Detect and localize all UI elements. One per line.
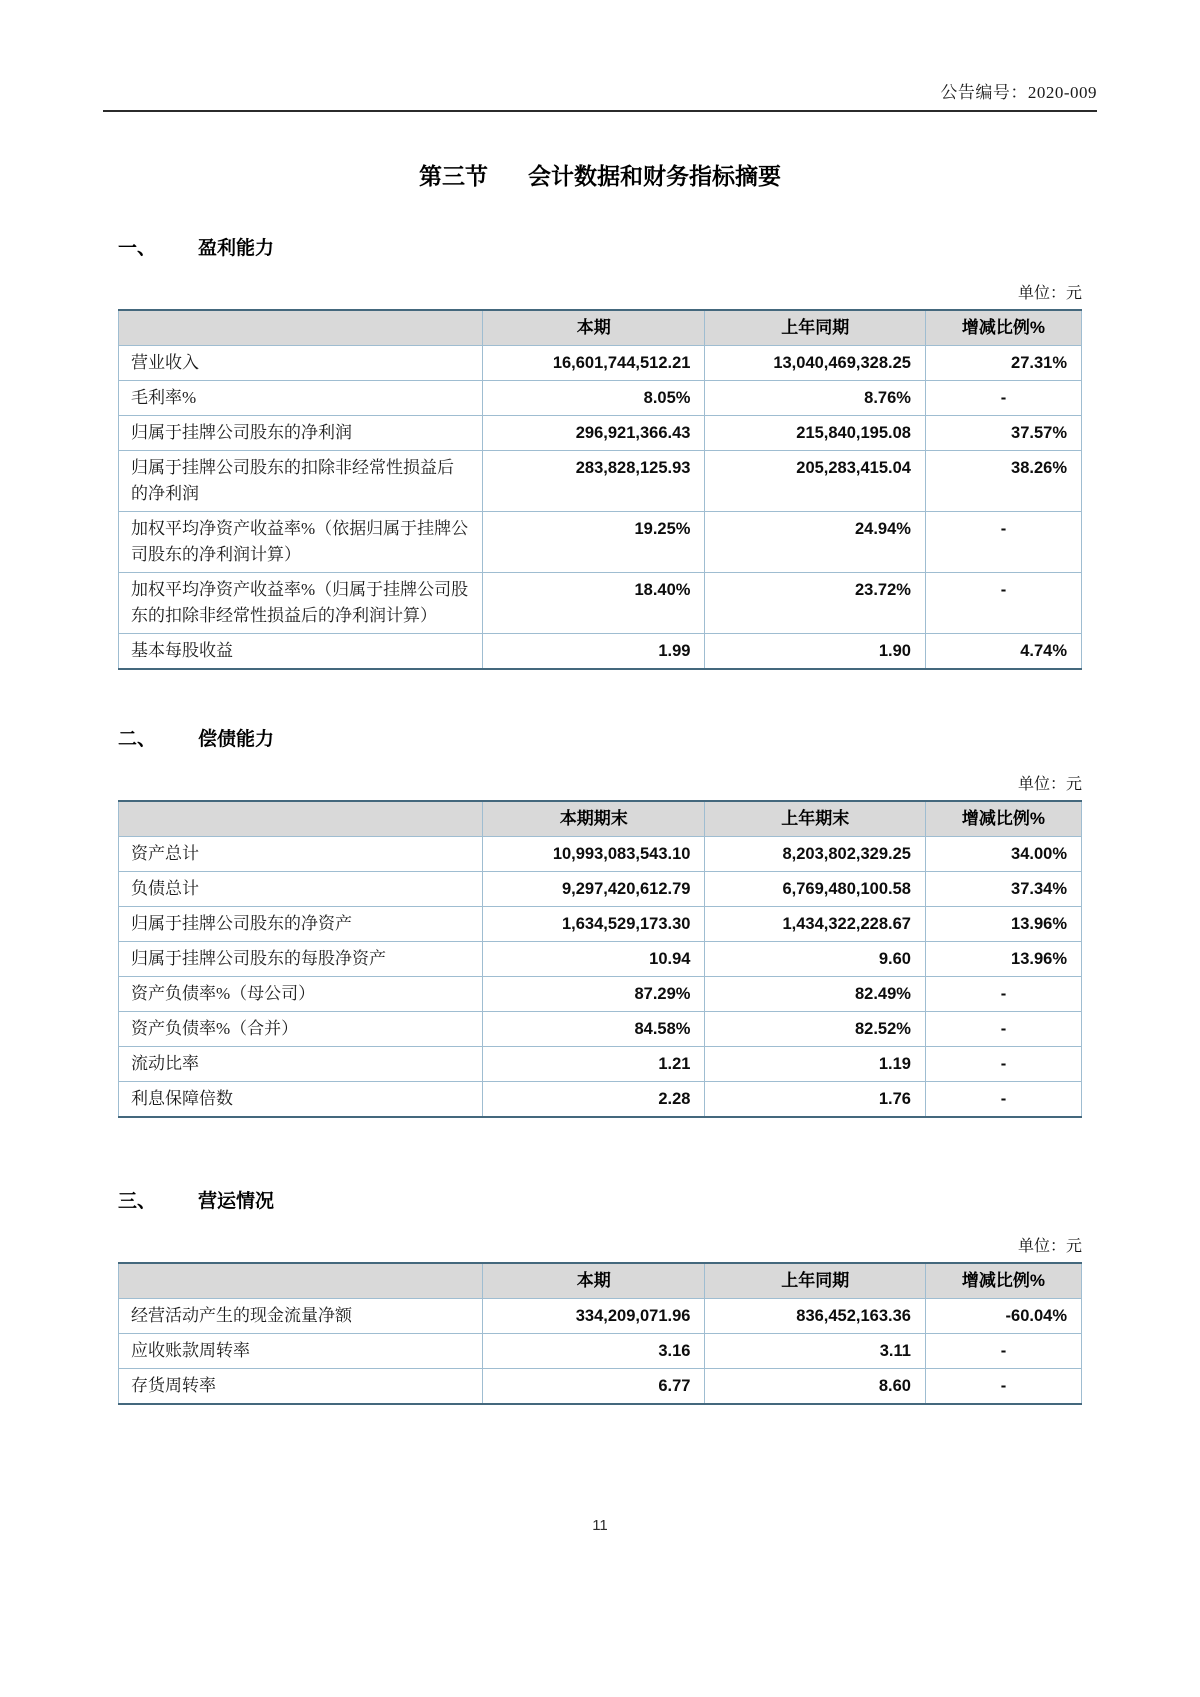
cell-value: 27.31% — [925, 346, 1081, 381]
cell-value: - — [925, 1369, 1081, 1405]
cell-value: 9,297,420,612.79 — [483, 872, 705, 907]
header-blank — [119, 801, 483, 837]
operations-table — [118, 1262, 1082, 1405]
cell-value: 205,283,415.04 — [705, 451, 926, 512]
header-change-ratio: 增减比例% — [925, 1263, 1081, 1299]
table-row — [119, 872, 1082, 907]
header-current-period-end: 本期期末 — [483, 801, 705, 837]
header-current-period: 本期 — [483, 1263, 705, 1299]
row-label: 归属于挂牌公司股东的净利润 — [119, 416, 483, 451]
cell-value: 1.90 — [705, 634, 926, 670]
page-content — [118, 233, 1082, 1534]
header-current-period: 本期 — [483, 310, 705, 346]
cell-value: 3.11 — [705, 1334, 926, 1369]
table-row — [119, 1012, 1082, 1047]
cell-value: 283,828,125.93 — [483, 451, 705, 512]
section-heading-operations — [118, 1186, 1082, 1213]
cell-value: -60.04% — [925, 1299, 1081, 1334]
cell-value: 836,452,163.36 — [705, 1299, 926, 1334]
table-row — [119, 837, 1082, 872]
table-row — [119, 381, 1082, 416]
table-row — [119, 346, 1082, 381]
row-label: 基本每股收益 — [119, 634, 483, 670]
table-row — [119, 512, 1082, 573]
header-change-ratio: 增减比例% — [925, 801, 1081, 837]
row-label: 加权平均净资产收益率%（归属于挂牌公司股东的扣除非经常性损益后的净利润计算） — [119, 573, 483, 634]
cell-value: 13.96% — [925, 907, 1081, 942]
cell-value: - — [925, 512, 1081, 573]
section-number: 三、 — [118, 1191, 157, 1212]
cell-value: 1.99 — [483, 634, 705, 670]
page-title — [0, 158, 1200, 191]
table-row — [119, 634, 1082, 670]
cell-value: 334,209,071.96 — [483, 1299, 705, 1334]
row-label: 流动比率 — [119, 1047, 483, 1082]
cell-value: 1.21 — [483, 1047, 705, 1082]
page-title-section-no: 第三节 — [419, 163, 488, 189]
cell-value: 37.34% — [925, 872, 1081, 907]
section-heading-profitability — [118, 233, 1082, 260]
cell-value: 6.77 — [483, 1369, 705, 1405]
table-row — [119, 573, 1082, 634]
cell-value: 87.29% — [483, 977, 705, 1012]
table-row — [119, 416, 1082, 451]
cell-value: 24.94% — [705, 512, 926, 573]
cell-value: 82.52% — [705, 1012, 926, 1047]
unit-label: 单位：元 — [1017, 285, 1082, 302]
section-heading-solvency — [118, 724, 1082, 751]
row-label: 毛利率% — [119, 381, 483, 416]
cell-value: - — [925, 1334, 1081, 1369]
cell-value: 1,634,529,173.30 — [483, 907, 705, 942]
cell-value: 296,921,366.43 — [483, 416, 705, 451]
cell-value: 8.76% — [705, 381, 926, 416]
table-row — [119, 1299, 1082, 1334]
cell-value: 215,840,195.08 — [705, 416, 926, 451]
cell-value: 82.49% — [705, 977, 926, 1012]
table-header-row — [119, 1263, 1082, 1299]
header-change-ratio: 增减比例% — [925, 310, 1081, 346]
cell-value: - — [925, 1082, 1081, 1118]
section-title: 营运情况 — [198, 1191, 275, 1212]
cell-value: 1.76 — [705, 1082, 926, 1118]
row-label: 加权平均净资产收益率%（依据归属于挂牌公司股东的净利润计算） — [119, 512, 483, 573]
cell-value: 13,040,469,328.25 — [705, 346, 926, 381]
header-blank — [119, 1263, 483, 1299]
table-header-row — [119, 801, 1082, 837]
section-title: 偿债能力 — [198, 729, 275, 750]
row-label: 归属于挂牌公司股东的每股净资产 — [119, 942, 483, 977]
table-row — [119, 1369, 1082, 1405]
cell-value: 23.72% — [705, 573, 926, 634]
unit-label: 单位：元 — [1017, 776, 1082, 793]
row-label: 营业收入 — [119, 346, 483, 381]
cell-value: - — [925, 1012, 1081, 1047]
page-number: 11 — [592, 1517, 608, 1534]
cell-value: - — [925, 1047, 1081, 1082]
row-label: 资产总计 — [119, 837, 483, 872]
row-label: 应收账款周转率 — [119, 1334, 483, 1369]
cell-value: 1,434,322,228.67 — [705, 907, 926, 942]
cell-value: - — [925, 381, 1081, 416]
table-row — [119, 1047, 1082, 1082]
cell-value: 18.40% — [483, 573, 705, 634]
cell-value: 10.94 — [483, 942, 705, 977]
row-label: 资产负债率%（母公司） — [119, 977, 483, 1012]
cell-value: 3.16 — [483, 1334, 705, 1369]
row-label: 负债总计 — [119, 872, 483, 907]
section-number: 一、 — [118, 238, 157, 259]
cell-value: - — [925, 977, 1081, 1012]
solvency-table — [118, 800, 1082, 1118]
table-row — [119, 1334, 1082, 1369]
table-row — [119, 451, 1082, 512]
cell-value: 8.60 — [705, 1369, 926, 1405]
table-row — [119, 977, 1082, 1012]
cell-value: 8,203,802,329.25 — [705, 837, 926, 872]
section-title: 盈利能力 — [198, 238, 275, 259]
row-label: 利息保障倍数 — [119, 1082, 483, 1118]
cell-value: 19.25% — [483, 512, 705, 573]
cell-value: 2.28 — [483, 1082, 705, 1118]
cell-value: 4.74% — [925, 634, 1081, 670]
cell-value: 9.60 — [705, 942, 926, 977]
row-label: 经营活动产生的现金流量净额 — [119, 1299, 483, 1334]
cell-value: 1.19 — [705, 1047, 926, 1082]
cell-value: 10,993,083,543.10 — [483, 837, 705, 872]
page-title-text: 会计数据和财务指标摘要 — [528, 163, 781, 189]
cell-value: 6,769,480,100.58 — [705, 872, 926, 907]
table-header-row — [119, 310, 1082, 346]
table-row — [119, 1082, 1082, 1118]
row-label: 存货周转率 — [119, 1369, 483, 1405]
cell-value: 38.26% — [925, 451, 1081, 512]
header-blank — [119, 310, 483, 346]
table-row — [119, 942, 1082, 977]
row-label: 资产负债率%（合并） — [119, 1012, 483, 1047]
cell-value: 37.57% — [925, 416, 1081, 451]
section-number: 二、 — [118, 729, 157, 750]
cell-value: 34.00% — [925, 837, 1081, 872]
cell-value: 8.05% — [483, 381, 705, 416]
profitability-table — [118, 309, 1082, 670]
cell-value: - — [925, 573, 1081, 634]
cell-value: 16,601,744,512.21 — [483, 346, 705, 381]
unit-label: 单位：元 — [1017, 1238, 1082, 1255]
cell-value: 84.58% — [483, 1012, 705, 1047]
row-label: 归属于挂牌公司股东的扣除非经常性损益后的净利润 — [119, 451, 483, 512]
table-row — [119, 907, 1082, 942]
announcement-number: 公告编号：2020-009 — [103, 0, 1097, 112]
cell-value: 13.96% — [925, 942, 1081, 977]
row-label: 归属于挂牌公司股东的净资产 — [119, 907, 483, 942]
header-prior-year-end: 上年期末 — [705, 801, 926, 837]
header-prior-period: 上年同期 — [705, 310, 926, 346]
header-prior-period: 上年同期 — [705, 1263, 926, 1299]
